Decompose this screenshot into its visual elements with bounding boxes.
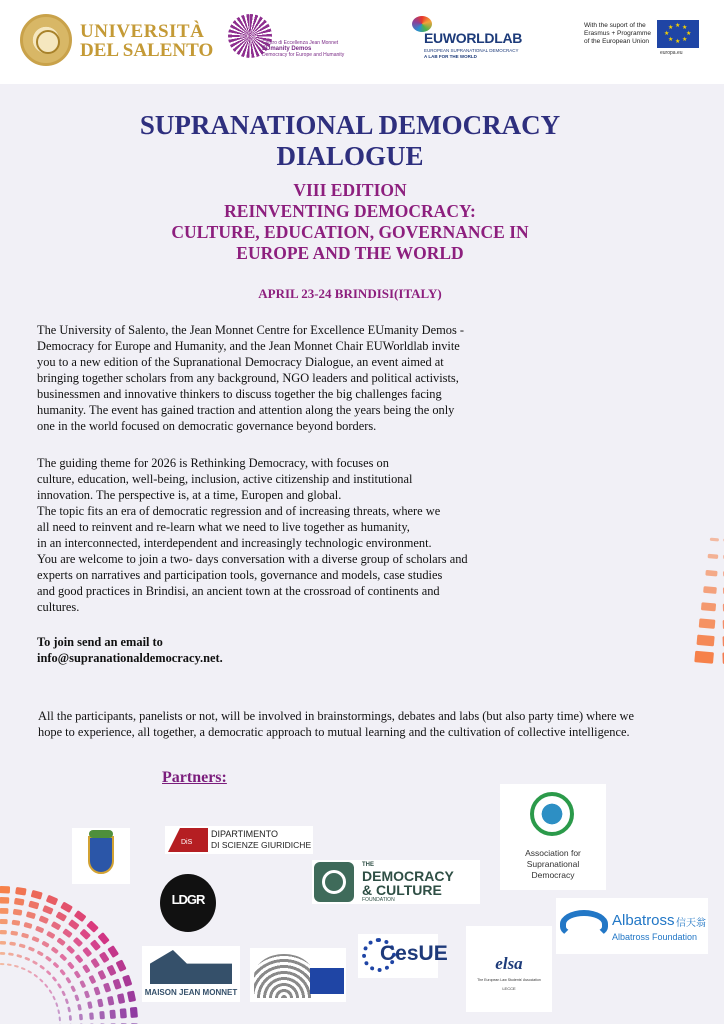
spiral-segment xyxy=(116,959,127,972)
spiral-segment xyxy=(13,909,23,916)
spiral-segment xyxy=(14,965,19,968)
spiral-segment xyxy=(45,955,52,962)
partner-elsa: elsa The European Law Students' Association LECCE xyxy=(466,926,552,1012)
spiral-segment xyxy=(46,895,59,906)
spiral-segment xyxy=(90,939,101,951)
spiral-segment xyxy=(55,911,67,921)
spiral-segment xyxy=(93,986,100,995)
spiral-segment xyxy=(0,908,8,914)
spiral-segment xyxy=(130,1007,138,1018)
spiral-segment xyxy=(79,929,91,940)
partners-heading: Partners: xyxy=(162,769,227,786)
eu-flag-icon: ★ ★ ★ ★ ★ ★ ★ ★ xyxy=(657,20,699,48)
spiral-segment xyxy=(97,999,104,1008)
spiral-segment xyxy=(99,1011,105,1019)
spiral-segment xyxy=(701,602,716,611)
spiral-segment xyxy=(75,954,84,963)
spiral-segment xyxy=(16,954,22,958)
main-title: SUPRANATIONAL DEMOCRACY DIALOGUE xyxy=(139,110,561,171)
spiral-segment xyxy=(65,998,69,1004)
participation-paragraph: All the participants, panelists or not, will be involved in brainstormings, debates and labs (but also party time) where we hope to experience, all together, a democratic approach to mutual learning and the cultivation of collective intelligence. xyxy=(38,709,634,739)
partner-dipartimento: DiS DIPARTIMENTO DI SCIENZE GIURIDICHE xyxy=(165,826,313,854)
spiral-segment xyxy=(32,960,38,965)
spiral-segment xyxy=(46,931,55,939)
spiral-segment xyxy=(46,970,52,976)
spiral-segment xyxy=(127,991,136,1003)
spiral-segment xyxy=(74,910,87,922)
spiral-segment xyxy=(39,978,44,983)
spiral-segment xyxy=(74,970,81,978)
spiral-segment xyxy=(31,890,43,900)
spiral-segment xyxy=(77,1004,82,1011)
spiral-segment xyxy=(44,983,49,988)
spiral-segment xyxy=(21,933,29,939)
europa-link: europa.eu xyxy=(660,50,683,56)
spiral-segment xyxy=(84,990,90,998)
partner-ldgr: LDGR xyxy=(160,874,216,932)
university-logo-text: UNIVERSITÀ DEL SALENTO xyxy=(80,21,214,61)
spiral-segment xyxy=(0,952,5,955)
spiral-segment xyxy=(39,915,49,924)
spiral-segment xyxy=(117,993,125,1004)
spiral-segment xyxy=(86,920,99,933)
spiral-segment xyxy=(87,1001,93,1009)
spiral-segment xyxy=(42,905,53,915)
spiral-segment xyxy=(48,989,52,994)
crest-crown-icon xyxy=(89,830,113,838)
spiral-segment xyxy=(52,976,58,982)
spiral-segment xyxy=(0,886,10,894)
spiral-segment xyxy=(60,902,73,914)
theme-paragraph: The guiding theme for 2026 is Rethinking Democracy, with focuses on culture, education, well-being, inclusion, active citizenship and institutional innovation. The perspective is, at a time, Europen and global. The topic fits an era of democratic regression and of increasing threats, where we all need to reinvent and re-learn what we need to live together as humanity, in an interconnected, interdependent and increasingly technologic environment. You are welcome to join a two- days conversation with a diverse group of scholars and experts on narratives and participation tools, governance and models, case studies and good practices in Brindisi, an ancient town at the crossroad of continents and cultures. xyxy=(37,456,468,614)
spiral-segment xyxy=(7,963,12,966)
spiral-segment xyxy=(103,982,111,992)
spiral-segment xyxy=(106,965,116,977)
spiral-segment xyxy=(70,985,76,992)
spiral-segment xyxy=(703,586,717,594)
spiral-segment xyxy=(79,1014,83,1021)
spiral-segment xyxy=(14,898,25,906)
crest-icon xyxy=(88,836,114,874)
erasmus-note: With the suport of the Erasmus + Programme of the European Union xyxy=(584,22,652,45)
spiral-segment xyxy=(120,1008,127,1018)
spiral-segment xyxy=(89,1012,94,1020)
eumanity-logo-text: Centro di Eccellenza Jean Monnet EUmanity Demos Democracy for Europe and Humanity xyxy=(262,40,345,58)
join-instructions: To join send an email to info@supranationaldemocracy.net. xyxy=(37,634,337,666)
spiral-segment xyxy=(67,1007,71,1013)
spiral-segment xyxy=(67,961,75,969)
spiral-segment xyxy=(705,570,717,577)
spiral-segment xyxy=(26,911,36,919)
edition-subtitle: VIII EDITION REINVENTING DEMOCRACY: CULTURE, EDUCATION, GOVERNANCE IN EUROPE AND THE WORLD xyxy=(171,180,529,263)
spiral-segment xyxy=(708,554,719,559)
spiral-segment xyxy=(710,538,719,542)
email-link[interactable]: info@supranationaldemocracy.net. xyxy=(37,651,223,665)
spiral-segment xyxy=(23,922,32,929)
partner-association-supranational: Association for Supranational Democracy xyxy=(500,784,606,890)
spiral-segment xyxy=(0,919,8,924)
spiral-segment xyxy=(99,951,110,963)
event-date: APRIL 23-24 BRINDISI(ITALY) xyxy=(258,286,442,301)
spiral-segment xyxy=(15,887,27,896)
spiral-segment xyxy=(65,977,71,984)
spiral-segment xyxy=(28,901,39,910)
spiral-segment xyxy=(59,953,67,961)
spiral-segment xyxy=(122,975,132,987)
spiral-segment xyxy=(68,919,80,930)
spiral-segment xyxy=(88,975,96,984)
spiral-segment xyxy=(699,618,716,628)
spiral-segment xyxy=(24,957,30,962)
globe-leaf-icon xyxy=(530,792,574,836)
spiral-segment xyxy=(51,946,59,954)
spiral-segment xyxy=(55,1002,58,1007)
eu-flag-small-icon xyxy=(310,968,344,994)
spiral-segment xyxy=(39,965,45,971)
spiral-segment xyxy=(59,1016,61,1021)
spiral-segment xyxy=(59,969,66,976)
spiral-segment xyxy=(33,974,38,978)
partner-province-crest xyxy=(72,828,130,884)
albatross-bird-icon xyxy=(560,910,608,938)
spiral-segment xyxy=(69,1015,72,1021)
spiral-segment xyxy=(28,946,35,952)
spiral-segment xyxy=(57,983,62,989)
spiral-segment xyxy=(66,945,75,954)
spiral-segment xyxy=(57,1009,60,1014)
intro-paragraph: The University of Salento, the Jean Monnet Centre for Excellence EUmanity Demos - Democracy for Europe and Humanity, and the Jean Monnet Chair EUWorldlab invite you to a new edition of the Supranational Democracy Dialogue, an event aimed at bringing together scholars from any background, NGO leaders and political activists, businessmen and innovative thinkers to discuss together the big challenges facing humanity. The event has gained traction and attention along the years being the only one in the world focused on democratic governance beyond borders. xyxy=(37,323,465,433)
spiral-segment xyxy=(113,979,122,990)
spiral-segment xyxy=(10,931,18,936)
spiral-segment xyxy=(31,936,39,943)
spiral-segment xyxy=(8,952,14,956)
spiral-segment xyxy=(56,937,65,946)
partner-european-parliament xyxy=(250,948,346,1002)
spiral-segment xyxy=(74,994,79,1001)
spiral-segment xyxy=(109,1010,115,1019)
spiral-segment xyxy=(35,926,44,934)
spiral-segment xyxy=(62,928,73,938)
spiral-segment xyxy=(61,990,66,996)
spiral-segment xyxy=(37,950,44,956)
euworldlab-subtitle: EUROPEAN SUPRANATIONAL DEMOCRACY A LAB FOR THE WORLD xyxy=(424,48,519,59)
partner-democracy-culture: THE DEMOCRACY & CULTURE FOUNDATION xyxy=(312,860,480,904)
partner-cesue: CesUE xyxy=(358,934,438,978)
spiral-segment xyxy=(21,967,26,971)
spiral-segment xyxy=(107,996,114,1006)
spiral-segment xyxy=(696,635,714,647)
spiral-segment xyxy=(90,958,100,969)
spiral-segment xyxy=(19,943,26,948)
spiral-segment xyxy=(0,930,7,934)
spiral-segment xyxy=(97,932,109,945)
spiral-segment xyxy=(97,970,106,980)
spiral-segment xyxy=(9,942,16,946)
spiral-segment xyxy=(82,947,92,957)
spiral-segment xyxy=(52,995,56,1000)
spiral-segment xyxy=(694,651,714,664)
spiral-segment xyxy=(27,970,32,974)
spiral-segment xyxy=(73,937,83,947)
parliament-hemicycle-icon xyxy=(254,954,314,998)
spiral-segment xyxy=(0,897,9,904)
spiral-segment xyxy=(51,921,62,930)
spiral-segment xyxy=(41,941,49,948)
spiral-segment xyxy=(79,980,86,988)
partner-maison-jean-monnet: MAISON JEAN MONNET xyxy=(142,946,240,1002)
spiral-segment xyxy=(107,945,119,958)
house-icon xyxy=(150,950,232,984)
spiral-segment xyxy=(82,964,91,973)
spiral-segment xyxy=(12,920,21,926)
euworldlab-title: EUWORLDLAB xyxy=(424,30,523,46)
partner-albatross: Albatross 信天翁 Albatross Foundation xyxy=(556,898,708,954)
spiral-segment xyxy=(0,941,6,945)
spiral-segment xyxy=(0,963,4,965)
spiral-segment xyxy=(52,962,59,969)
